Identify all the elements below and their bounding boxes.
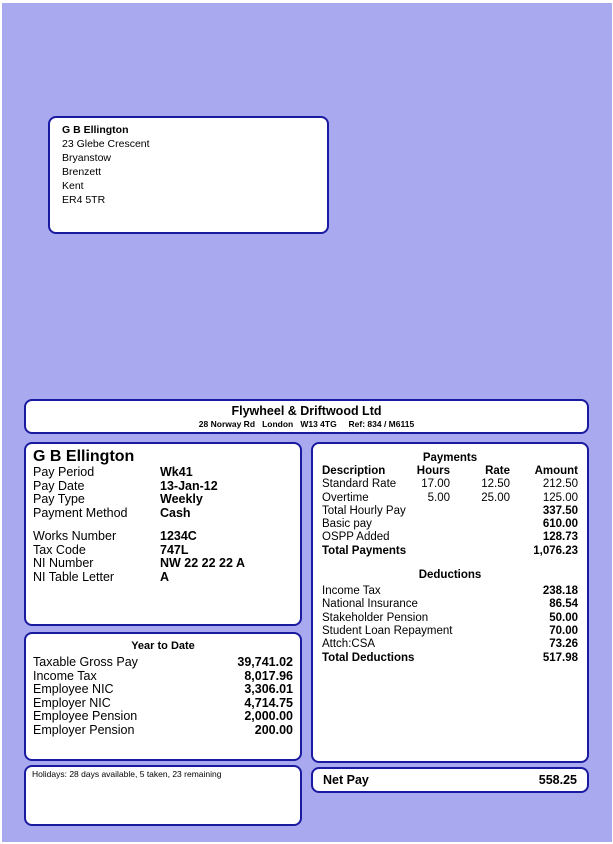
- payments-header-row: [322, 465, 578, 478]
- company-name: Flywheel & Driftwood Ltd: [231, 404, 382, 418]
- employee-name: G B Ellington: [33, 448, 135, 465]
- payment-row: [322, 478, 578, 491]
- ytd-value: 39,741.02: [237, 655, 293, 669]
- deduction-value: 238.18: [542, 585, 578, 598]
- works-number-value: 1234C: [160, 529, 197, 543]
- address-line-3: Brenzett: [62, 166, 102, 178]
- works-number-label: Works Number: [33, 529, 117, 543]
- basic-pay-value: 610.00: [542, 518, 578, 531]
- deduction-row: [322, 638, 578, 651]
- ytd-value: 2,000.00: [244, 709, 293, 723]
- pay-period-value: Wk41: [160, 465, 193, 479]
- total-deductions-row: [322, 652, 578, 665]
- company-info: 28 Norway Rd London W13 4TG Ref: 834 / M6115: [198, 419, 415, 429]
- address-line-4: Kent: [62, 180, 84, 192]
- ni-number-row: [33, 557, 293, 571]
- employee-details-box: [24, 442, 302, 626]
- pay-type-row: [33, 493, 293, 507]
- deduction-label: National Insurance: [322, 598, 418, 611]
- ytd-row: [33, 710, 293, 724]
- tax-code-value: 747L: [160, 542, 189, 557]
- ospp-label: OSPP Added: [322, 531, 390, 544]
- deductions-title: Deductions: [418, 569, 482, 582]
- company-box: [24, 399, 589, 434]
- col-rate: Rate: [485, 465, 510, 477]
- ytd-value: 4,714.75: [244, 695, 293, 710]
- ytd-value: 3,306.01: [244, 682, 293, 696]
- ni-table-label: NI Table Letter: [33, 569, 115, 584]
- ytd-label: Employee Pension: [33, 709, 138, 723]
- ytd-label: Taxable Gross Pay: [33, 655, 138, 669]
- payment-amount: 212.50: [542, 478, 578, 491]
- address-line-2: Bryanstow: [62, 152, 112, 164]
- deduction-label: Income Tax: [322, 585, 381, 598]
- pay-date-row: [33, 480, 293, 494]
- ytd-title: Year to Date: [131, 640, 195, 652]
- ytd-row: [33, 670, 293, 684]
- tax-code-row: [33, 544, 293, 558]
- ni-table-value: A: [160, 569, 170, 584]
- total-hourly-row: [322, 505, 578, 518]
- deduction-row: [322, 612, 578, 625]
- deduction-value: 50.00: [549, 611, 578, 624]
- pay-type-label: Pay Type: [33, 492, 85, 506]
- payment-method-value: Cash: [160, 505, 191, 520]
- payment-hours: 5.00: [427, 491, 450, 504]
- basic-pay-row: [322, 518, 578, 531]
- payment-hours: 17.00: [421, 478, 450, 491]
- payment-desc: Overtime: [322, 491, 369, 504]
- deduction-value: 70.00: [549, 624, 578, 637]
- total-payments-row: [322, 545, 578, 558]
- address-name: G B Ellington: [62, 124, 129, 136]
- deductions-table: [322, 585, 578, 665]
- total-deductions-label: Total Deductions: [322, 651, 415, 664]
- ytd-row: [33, 697, 293, 711]
- ytd-row: [33, 683, 293, 697]
- payment-rate: 12.50: [481, 478, 510, 491]
- pay-type-value: Weekly: [160, 492, 203, 506]
- col-hours: Hours: [416, 465, 450, 477]
- payment-rate: 25.00: [481, 491, 510, 504]
- ytd-row: [33, 724, 293, 738]
- payment-desc: Standard Rate: [322, 478, 397, 491]
- payment-row: [322, 492, 578, 505]
- total-hourly-label: Total Hourly Pay: [322, 504, 406, 517]
- pay-period-label: Pay Period: [33, 465, 95, 479]
- deduction-label: Attch:CSA: [322, 638, 376, 651]
- deduction-row: [322, 598, 578, 611]
- payments-table: [322, 465, 578, 558]
- ospp-value: 128.73: [542, 531, 578, 544]
- ni-number-label: NI Number: [33, 556, 94, 570]
- ospp-row: [322, 531, 578, 544]
- address-line-5: ER4 5TR: [62, 194, 106, 206]
- payments-title: Payments: [422, 452, 478, 464]
- year-to-date-box: [24, 632, 302, 761]
- net-pay-box: [311, 767, 589, 793]
- basic-pay-label: Basic pay: [322, 518, 372, 531]
- deduction-value: 86.54: [549, 598, 578, 611]
- ytd-row: [33, 656, 293, 670]
- ni-number-value: NW 22 22 22 A: [160, 556, 245, 570]
- ytd-label: Employer Pension: [33, 722, 135, 737]
- payment-amount: 125.00: [542, 491, 578, 504]
- ni-table-row: [33, 571, 293, 585]
- pay-date-value: 13-Jan-12: [160, 478, 218, 493]
- ytd-value: 8,017.96: [244, 668, 293, 683]
- col-amount: Amount: [534, 465, 578, 477]
- address-box: [48, 116, 329, 234]
- col-description: Description: [322, 465, 386, 477]
- holidays-text: Holidays: 28 days available, 5 taken, 23 remaining: [32, 769, 222, 779]
- deduction-label: Student Loan Repayment: [322, 624, 453, 637]
- ytd-label: Employer NIC: [33, 695, 111, 710]
- works-number-row: [33, 530, 293, 544]
- ytd-value: 200.00: [254, 722, 293, 737]
- ytd-label: Employee NIC: [33, 682, 114, 696]
- deduction-row: [322, 625, 578, 638]
- deduction-row: [322, 585, 578, 598]
- net-pay-label: Net Pay: [323, 773, 369, 787]
- address-line-1: 23 Glebe Crescent: [62, 138, 150, 150]
- total-payments-label: Total Payments: [322, 544, 407, 557]
- payment-method-row: [33, 507, 293, 521]
- deduction-label: Stakeholder Pension: [322, 611, 429, 624]
- net-pay-value: 558.25: [538, 773, 577, 787]
- total-deductions-value: 517.98: [542, 651, 578, 664]
- payments-box: [311, 442, 589, 763]
- pay-date-label: Pay Date: [33, 478, 85, 493]
- ytd-label: Income Tax: [33, 668, 97, 683]
- pay-period-row: [33, 466, 293, 480]
- holidays-box: [24, 765, 302, 826]
- deduction-value: 73.26: [549, 638, 578, 651]
- total-hourly-value: 337.50: [542, 504, 578, 517]
- tax-code-label: Tax Code: [33, 542, 86, 557]
- total-payments-value: 1,076.23: [533, 544, 578, 557]
- payment-method-label: Payment Method: [33, 505, 128, 520]
